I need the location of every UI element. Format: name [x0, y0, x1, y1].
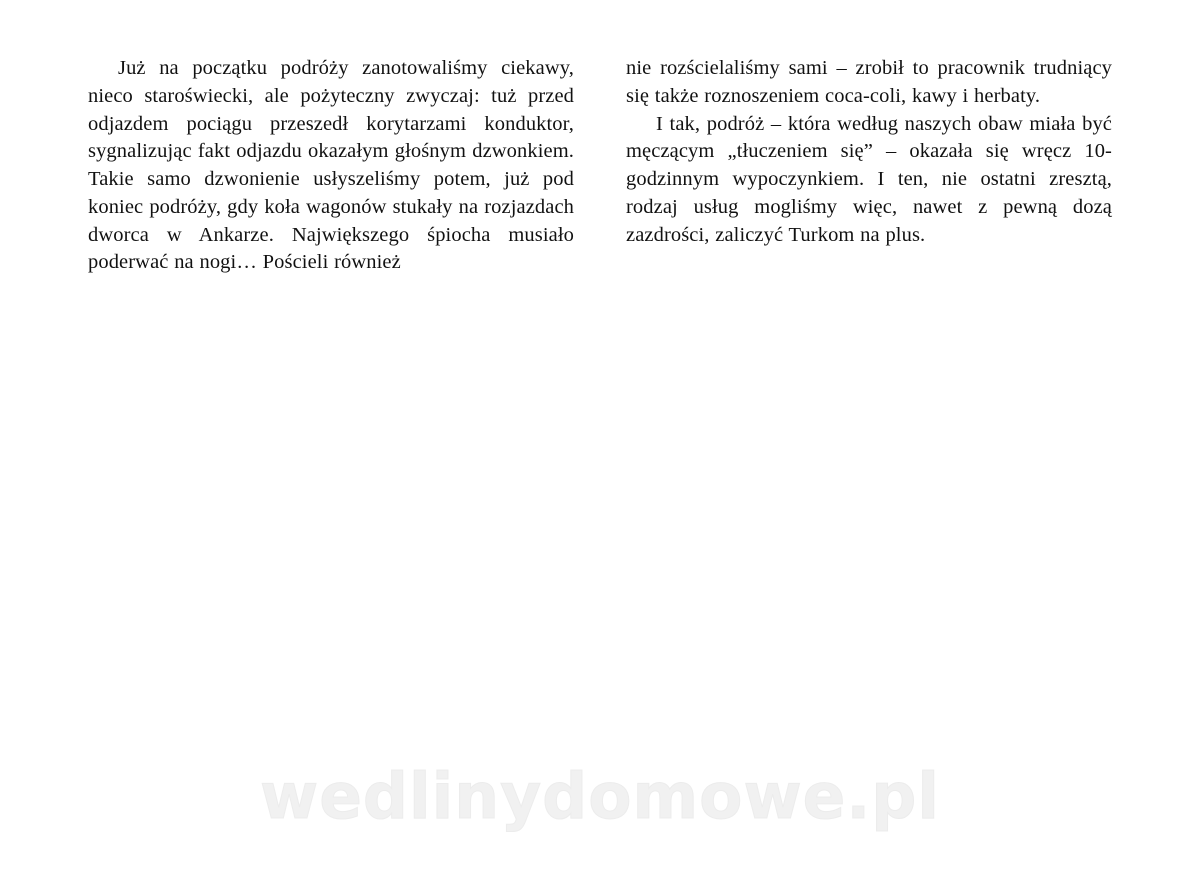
paragraph: nie rozścielaliśmy sami – zrobił to pracownik trudniący się także roznoszeniem coca-coli, kawy i herbaty. [626, 57, 1112, 107]
watermark: wedlinydomowe.pl [260, 760, 940, 833]
paragraph: Już na początku podróży zanotowaliśmy ciekawy, nieco staroświecki, ale pożyteczny zwyczaj: tuż przed odjazdem pociągu przeszedł korytarzami konduktor, sygnalizując fakt odjazdu okazałym głośnym dzwonkiem. Takie samo dzwonienie usłyszeliśmy potem, już pod koniec podróży, gdy koła wagonów stukały na rozjazdach dworca w Ankarze. Największego śpiocha musiało poderwać na nogi… Pościeli również [88, 57, 574, 274]
text-columns [88, 55, 1112, 277]
right-column [626, 55, 1112, 277]
left-column [88, 55, 574, 277]
paragraph: I tak, podróż – która według naszych obaw miała być męczącym „tłuczeniem się” – okazała się wręcz 10-godzinnym wypoczynkiem. I ten, nie ostatni zresztą, rodzaj usług mogliśmy więc, nawet z pewną dozą zazdrości, zaliczyć Turkom na plus. [626, 112, 1112, 246]
